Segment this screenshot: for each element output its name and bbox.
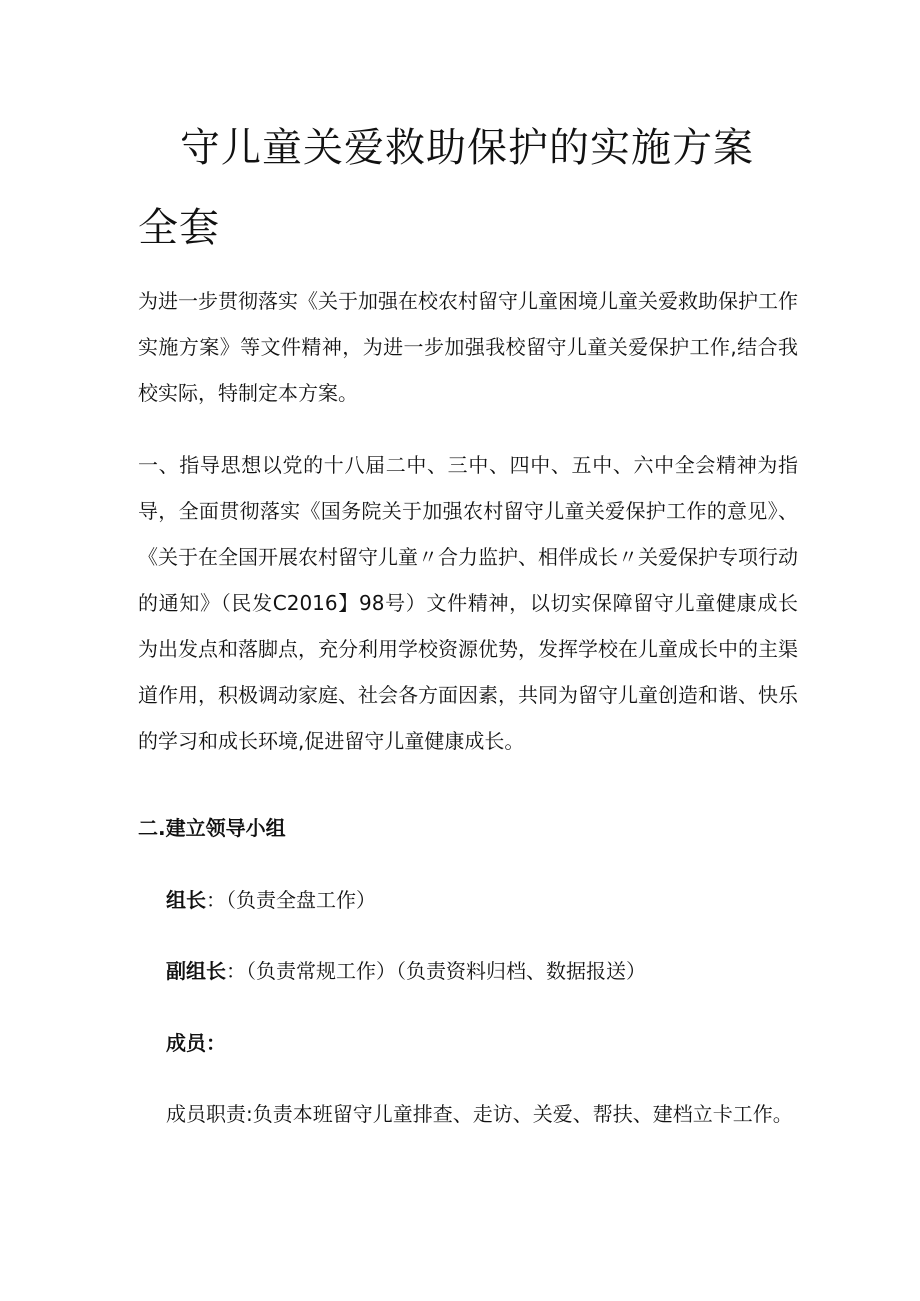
group-leader-text: ：（负责全盘工作） bbox=[206, 888, 376, 912]
members-label: 成员： bbox=[166, 1031, 226, 1055]
title-line-2: 全套 bbox=[138, 205, 220, 251]
group-leader-label: 组长 bbox=[166, 888, 206, 912]
intro-paragraph: 为进一步贯彻落实《关于加强在校农村留守儿童困境儿童关爱救助保护工作实施方案》等文件精神，为进一步加强我校留守儿童关爱保护工作,结合我校实际，特制定本方案。 bbox=[138, 289, 798, 405]
guiding-ideology-paragraph: 一、指导思想以党的十八届二中、三中、四中、五中、六中全会精神为指导，全面贯彻落实《国务院关于加强农村留守儿童关爱保护工作的意见》、《关于在全国开展农村留守儿童〃合力监护、相伴成长〃关爱保护专项行动的通知》（民发C2016】98号）文件精神，以切实保障留守儿童健康成长为出发点和落脚点，充分利用学校资源优势，发挥学校在儿童成长中的主渠道作用，积极调动家庭、社会各方面因素，共同为留守儿童创造和谐、快乐的学习和成长环境,促进留守儿童健康成长。 bbox=[138, 453, 798, 753]
document-title bbox=[138, 108, 798, 268]
members-line bbox=[166, 1023, 226, 1063]
deputy-leader-label: 副组长 bbox=[166, 959, 226, 983]
deputy-leader-line bbox=[166, 951, 646, 991]
deputy-leader-text: ：（负责常规工作）（负责资料归档、数据报送） bbox=[226, 959, 646, 983]
leadership-group-heading: 二.建立领导小组 bbox=[138, 816, 286, 840]
group-leader-line bbox=[166, 880, 376, 920]
member-duties-line: 成员职责:负责本班留守儿童排查、走访、关爱、帮扶、建档立卡工作。 bbox=[166, 1102, 793, 1126]
title-line-1: 守儿童关爱救助保护的实施方案 bbox=[180, 125, 754, 171]
